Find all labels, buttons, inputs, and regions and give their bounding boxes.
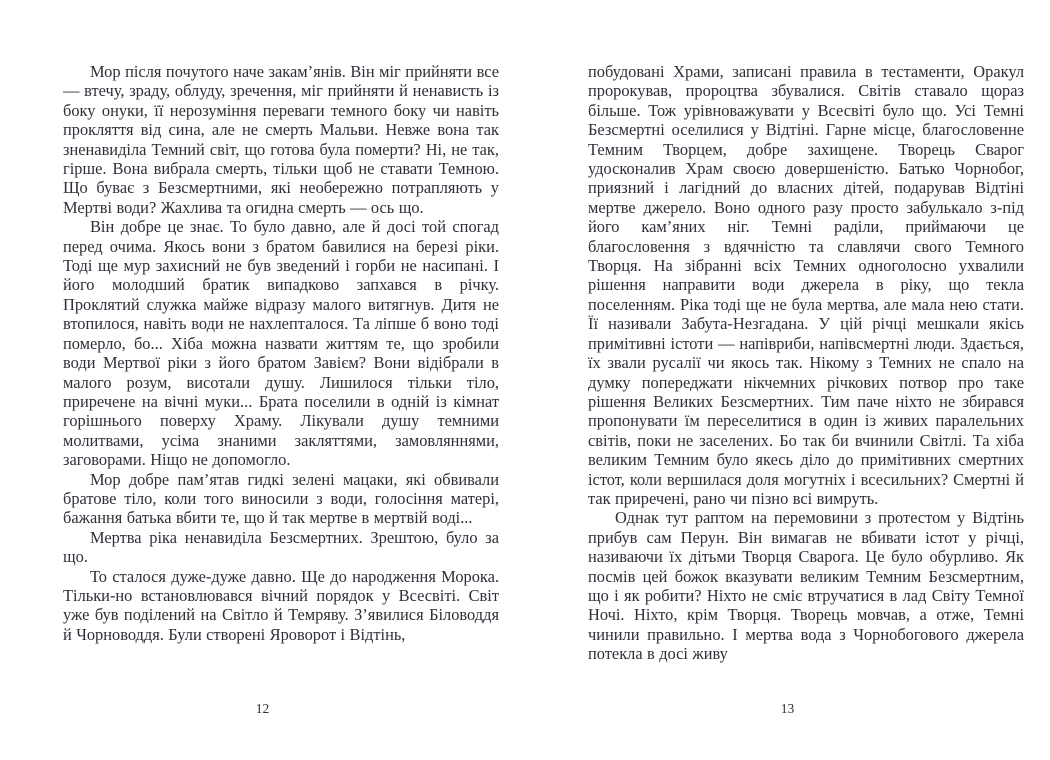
left-page-text bbox=[63, 62, 499, 644]
right-page-text bbox=[588, 62, 1024, 664]
paragraph: Однак тут раптом на перемовини з протестом у Відтінь прибув сам Перун. Він вимагав не вбивати істот у річці, називаючи їх дітьми Творця Сварога. Це було обурливо. Як посмів цей божок вказувати великим Темним Безсмертним, що і як робити? Ніхто не сміє втручатися в лад Світу Темної Ночі. Ніхто, крім Творця. Творець мовчав, а отже, Темні чинили правильно. І мертва вода з Чорнобогового джерела потекла в досі живу bbox=[588, 508, 1024, 664]
paragraph: Він добре це знає. То було давно, але й досі той спогад перед очима. Якось вони з братом бавилися на березі ріки. Тоді ще мур захисний не був зведений і горби не насипані. І його молодший братик випадково запхався в річку. Проклятий служка майже відразу малого витягнув. Дитя не втопилося, навіть води не нахлепталося. Та ліпше б воно тоді померло, бо... Хіба можна назвати життям те, що зробили води Мертвої ріки з його братом Завієм? Вони відібрали в малого розум, висотали душу. Лишилося тільки тіло, приречене на вічні муки... Брата поселили в одній із кімнат горішнього поверху Храму. Лікували душу темними молитвами, усіма знаними закляттями, замовляннями, заговорами. Ніщо не допомогло. bbox=[63, 217, 499, 470]
left-page-number: 12 bbox=[255, 701, 270, 716]
paragraph: То сталося дуже-дуже давно. Ще до народження Морока. Тільки-но встановлювався вічний порядок у Всесвіті. Світ уже був поділений на Світло й Темряву. З’явилися Біловоддя й Чорноводдя. Були створені Яроворот і Відтінь, bbox=[63, 566, 499, 644]
paragraph: Мертва ріка ненавиділа Безсмертних. Зрештою, було за що. bbox=[63, 527, 499, 567]
right-page-number: 13 bbox=[780, 701, 795, 716]
paragraph: побудовані Храми, записані правила в тестаменти, Оракул пророкував, пророцтва збувалися. Світів ставало щораз більше. Тож урівноважувати у Всесвіті було що. Усі Темні Безсмертні оселилися у Відтіні. Гарне місце, благословенне Темним Творцем, добре захищене. Творець Сварог удосконалив Храм своєю довершеністю. Батько Чорнобог, приязний і лагідний до власних дітей, подарував Відтіні мертве джерело. Воно одного разу просто забулькало з-під його кам’яних ніг. Темні раділи, приймаючи це благословення з вдячністю та славлячи свого Темного Творця. На зібранні всіх Темних одноголосно ухвалили рішення направити води джерела в ріку, що текла поселенням. Ріка тоді ще не була мертва, але мала нею стати. Її називали Забута-Незгадана. У цій річці мешкали якісь примітивні істоти — напівриби, напівсмертні люди. Здається, їх звали русалії чи якось так. Нікому з Темних не спало на думку попереджати нікчемних річкових потвор про таке рішення Великих Безсмертних. Тим паче ніхто не збирався пропонувати їм переселитися в один із живих паралельних світів, поки не заселених. Бо так би вчинили Світлі. Та хіба великим Темним було якесь діло до примітивних смертних істот, коли вершилася доля могутніх і всесильних? Смертні й так приречені, рано чи пізно всі вимруть. bbox=[588, 62, 1024, 508]
paragraph: Мор добре пам’ятав гидкі зелені мацаки, які обвивали братове тіло, коли того виносили з води, голосіння матері, бажання батька вбити те, що й так мертве в мертвій воді... bbox=[63, 469, 499, 528]
right-page bbox=[525, 0, 1050, 760]
paragraph: Мор після почутого наче закам’янів. Він міг прийняти все — втечу, зраду, облуду, зречення, міг прийняти й ненависть із боку онуки, її нерозуміння переваги темного боку чи навіть прокляття від сина, але не смерть Мальви. Невже вона так зненавиділа Темний світ, що готова була померти? Ні, не так, гірше. Вона вибрала смерть, тільки щоб не ставати Темною. Що буває з Безсмертними, які необережно потрапляють у Мертві води? Жахлива та огидна смерть — ось що. bbox=[63, 62, 499, 217]
